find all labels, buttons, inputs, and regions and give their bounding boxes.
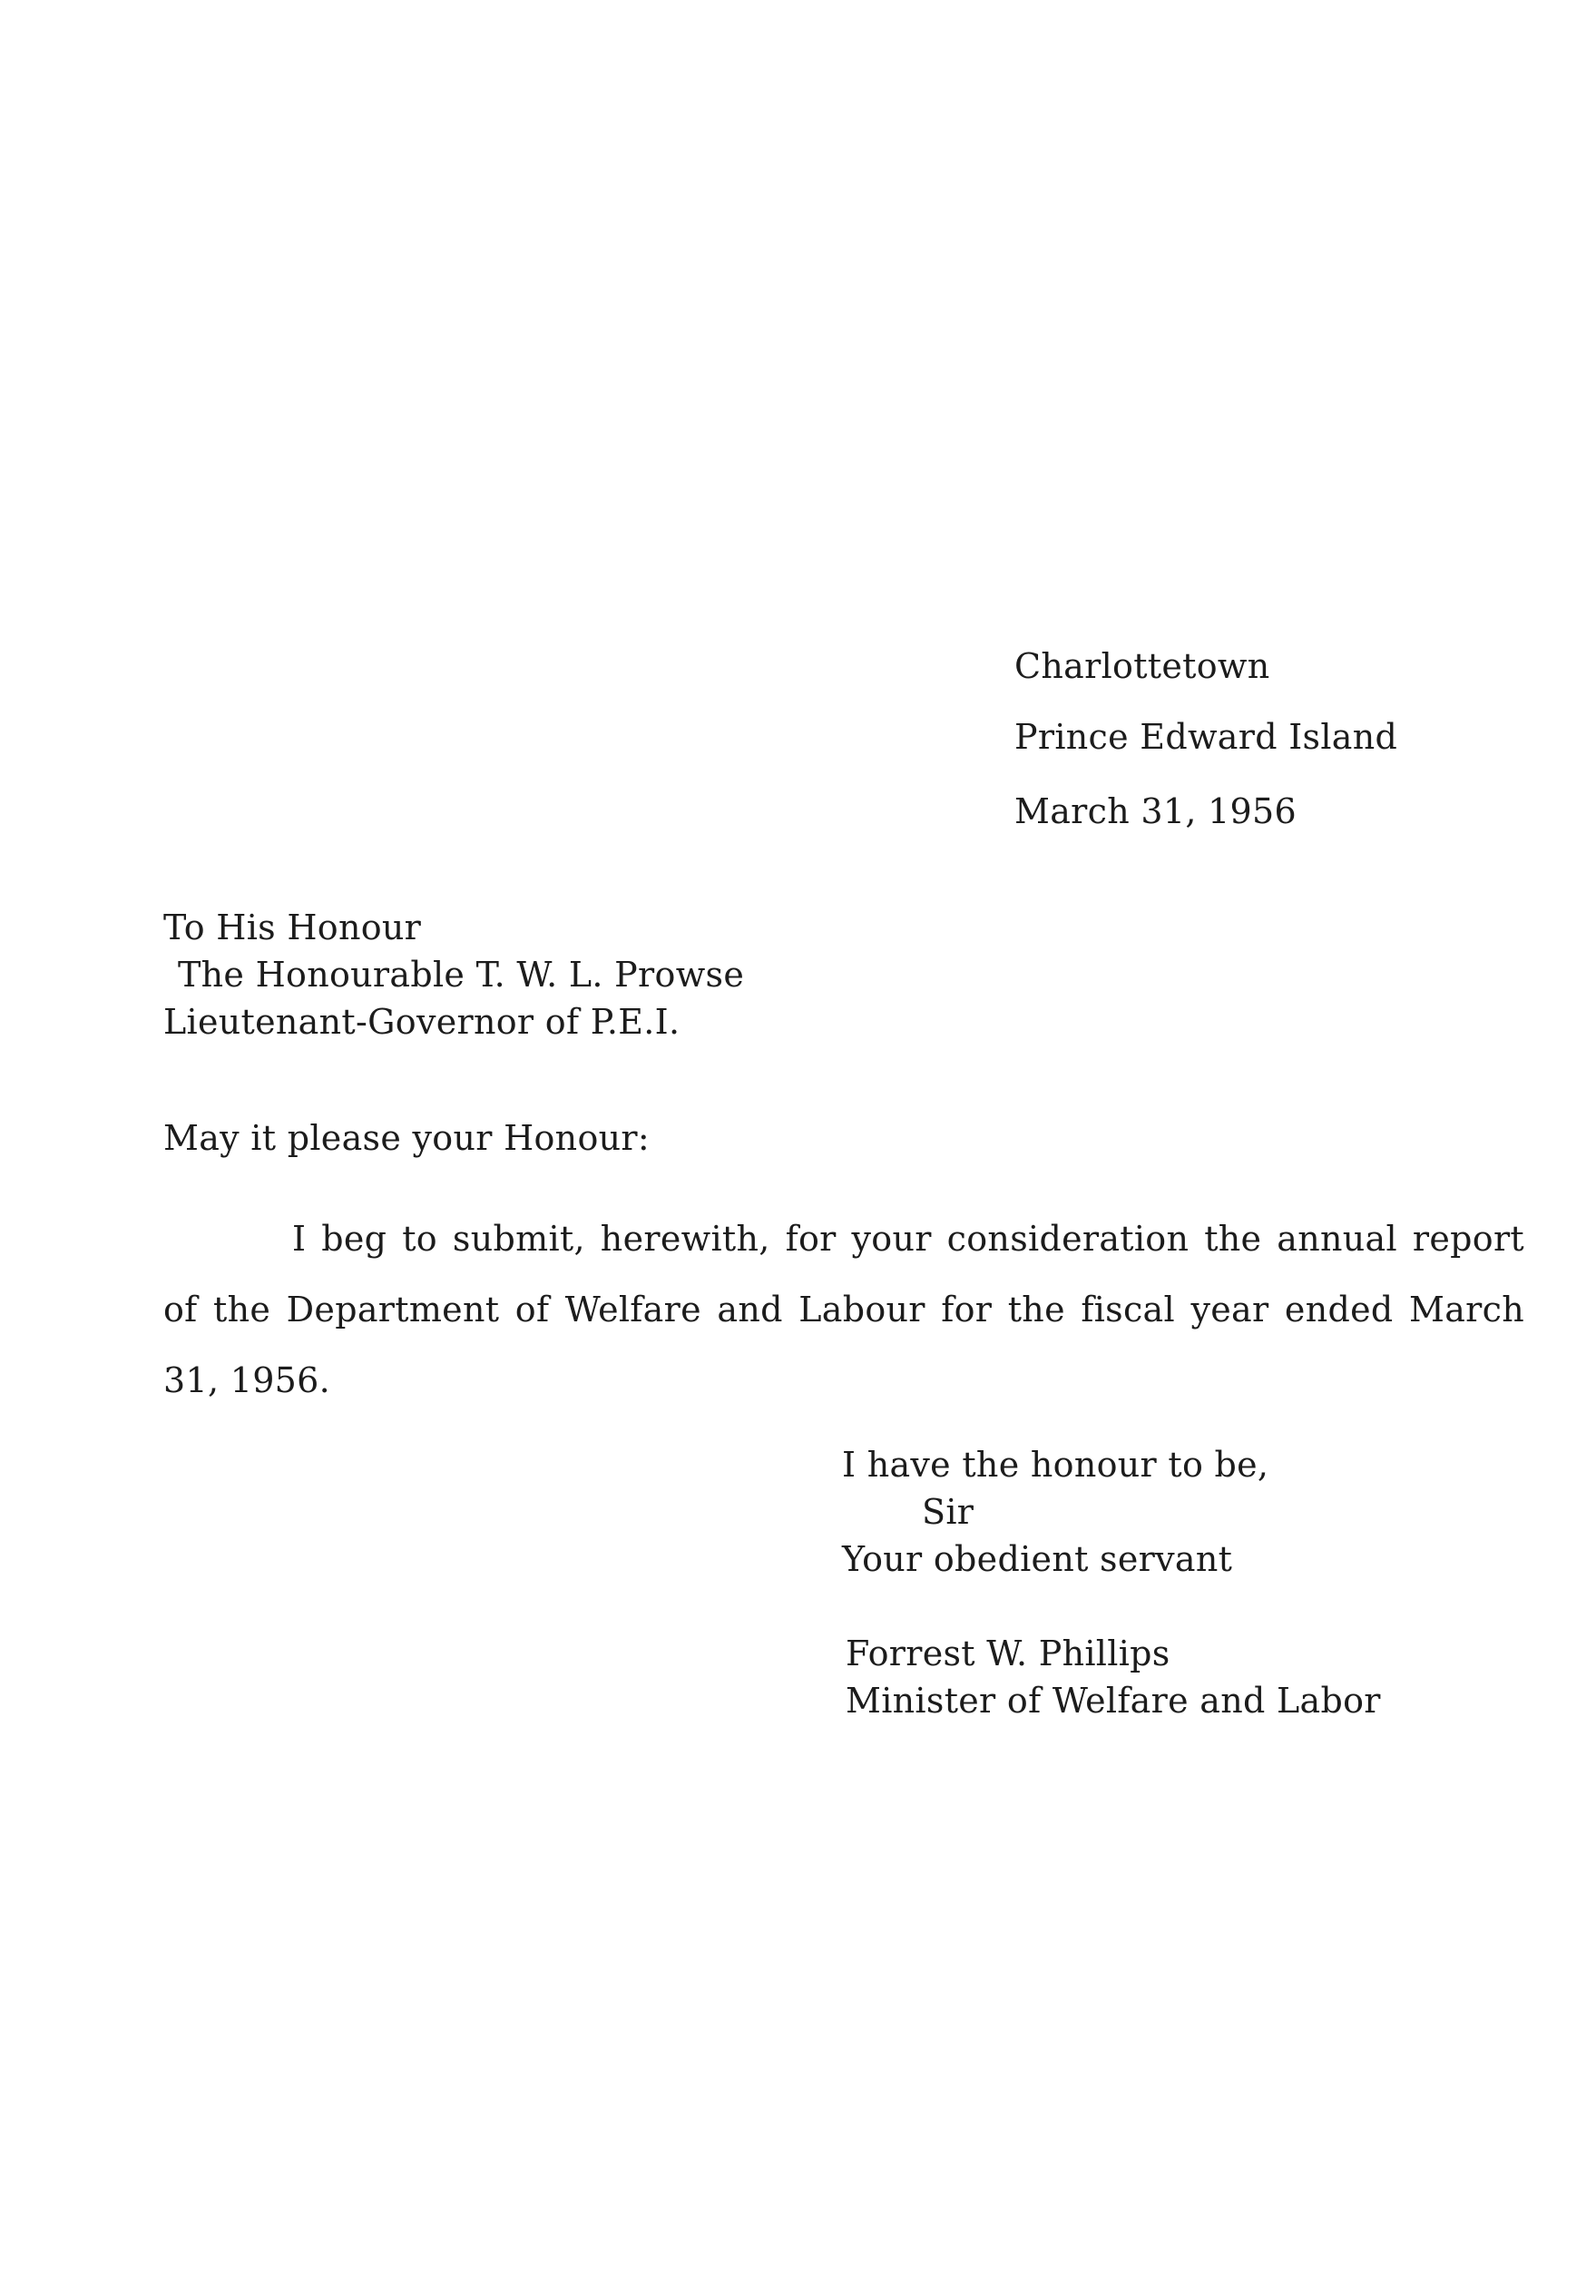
letter-body: I beg to submit, herewith, for your consideration the annual report of the Department of Welfare and Labour for the fiscal year ended March 31, 1956.	[163, 1219, 1524, 1400]
place-province: Prince Edward Island	[1014, 717, 1398, 757]
signatory-title: Minister of Welfare and Labor	[846, 1681, 1381, 1721]
closing-line-1: I have the honour to be,	[842, 1445, 1269, 1485]
closing-line-3: Your obedient servant	[842, 1539, 1233, 1579]
letter-date: March 31, 1956	[1014, 791, 1297, 831]
closing-line-2: Sir	[922, 1492, 974, 1532]
salutation: May it please your Honour:	[163, 1118, 650, 1158]
signatory-name: Forrest W. Phillips	[846, 1634, 1170, 1673]
place-city: Charlottetown	[1014, 646, 1270, 686]
addressee-line-1: To His Honour	[163, 908, 422, 947]
addressee-line-2: The Honourable T. W. L. Prowse	[178, 955, 745, 995]
addressee-line-3: Lieutenant-Governor of P.E.I.	[163, 1002, 681, 1042]
